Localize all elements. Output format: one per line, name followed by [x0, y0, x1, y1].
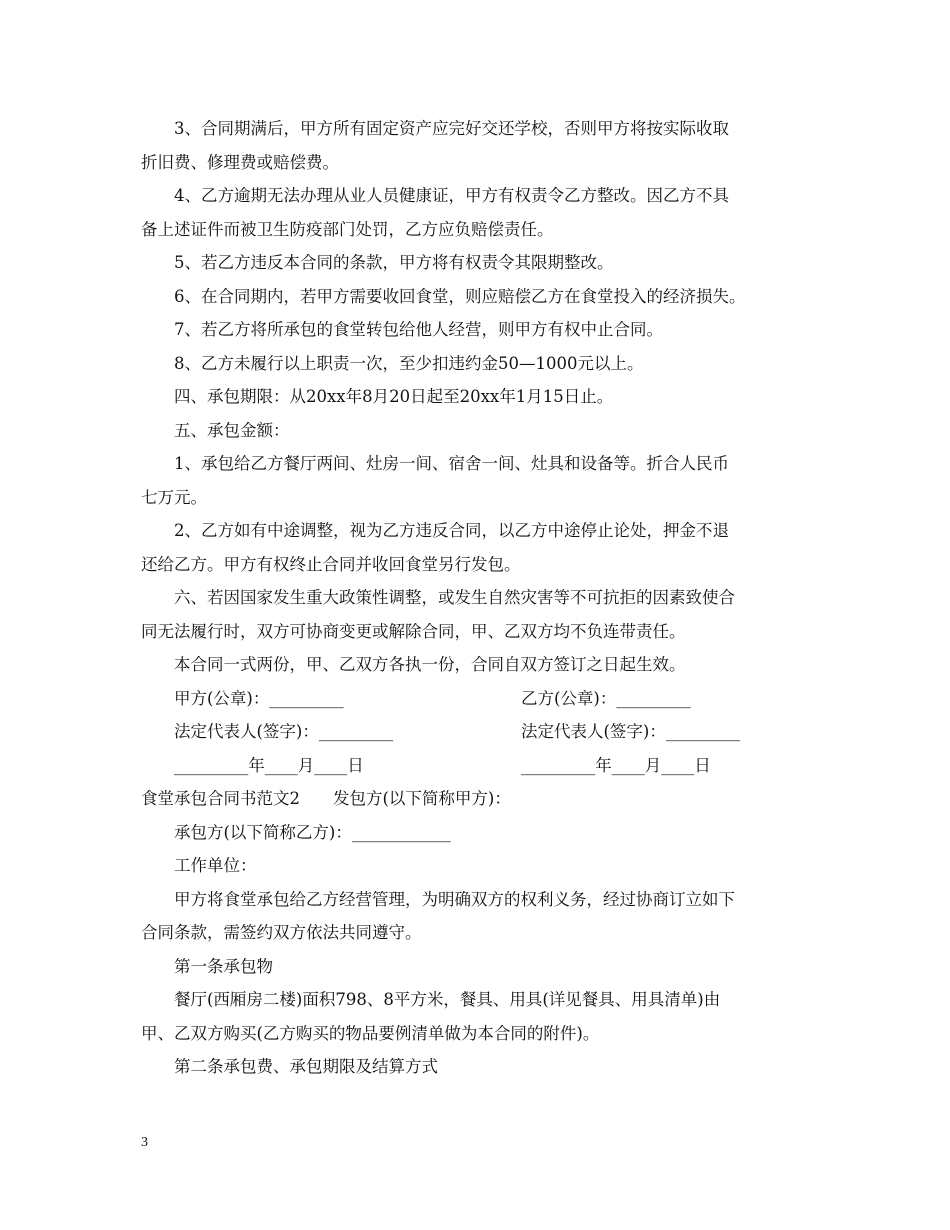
clause-1-line-2: 折旧费、修理费或赔偿费。: [141, 152, 339, 172]
clause-7-line-1: 四、承包期限：从20xx年8月20日起至20xx年1月15日止。: [174, 387, 614, 406]
party-a-representative: 法定代表人(签字)：_________: [174, 722, 394, 741]
representative-row: [141, 715, 811, 749]
clause-12-line-1: 本合同一式两份，甲、乙双方各执一份，合同自双方签订之日起生效。: [174, 655, 686, 674]
clause-3-line-1: 5、若乙方违反本合同的条款，甲方将有权责令其限期整改。: [174, 253, 614, 272]
work-unit-line: 工作单位：: [174, 856, 257, 875]
clause-2-line-2: 备上述证件而被卫生防疫部门处罚，乙方应负赔偿责任。: [141, 219, 554, 239]
clause-10-line-2: 还给乙方。甲方有权终止合同并收回食堂另行发包。: [141, 554, 521, 574]
clause-9-line-2: 七万元。: [141, 487, 207, 507]
party-b-date: _________年____月____日: [521, 755, 711, 775]
party-b-seal: 乙方(公章)：_________: [521, 688, 691, 708]
clause-9-line-1: 1、承包给乙方餐厅两间、灶房一间、宿舍一间、灶具和设备等。折合人民币: [174, 454, 729, 473]
party-a-seal: 甲方(公章)：_________: [174, 688, 344, 708]
seal-row: [141, 682, 811, 716]
document-body: [141, 112, 811, 1084]
party-b-representative: 法定代表人(签字)：_________: [521, 722, 741, 741]
article1-line-1: 餐厅(西厢房二楼)面积798、8平方米，餐具、用具(详见餐具、用具清单)由: [174, 990, 721, 1009]
page-number: 3: [141, 1135, 148, 1150]
clause-list: [141, 112, 811, 682]
clause-5-line-1: 7、若乙方将所承包的食堂转包给他人经营，则甲方有权中止合同。: [174, 320, 663, 339]
clause-1-line-1: 3、合同期满后，甲方所有固定资产应完好交还学校，否则甲方将按实际收取: [174, 119, 729, 138]
clause-4-line-1: 6、在合同期内，若甲方需要收回食堂，则应赔偿乙方在食堂投入的经济损失。: [174, 286, 746, 306]
clause-2-line-1: 4、乙方逾期无法办理从业人员健康证，甲方有权责令乙方整改。因乙方不具: [174, 186, 729, 205]
intro-line-1: 甲方将食堂承包给乙方经营管理，为明确双方的权利义务，经过协商订立如下: [174, 889, 735, 909]
contractor-line: 承包方(以下简称乙方)：____________: [174, 822, 451, 842]
intro-line-2: 合同条款，需签约双方依法共同遵守。: [141, 923, 422, 942]
clause-11-line-2: 同无法履行时，双方可协商变更或解除合同，甲、乙双方均不负连带责任。: [141, 621, 686, 641]
clause-10-line-1: 2、乙方如有中途调整，视为乙方违反合同，以乙方中途停止论处，押金不退: [174, 521, 729, 540]
clause-8-line-1: 五、承包金额：: [174, 420, 290, 440]
party-a-date: _________年____月____日: [174, 755, 364, 775]
clause-6-line-1: 8、乙方未履行以上职责一次，至少扣违约金50—1000元以上。: [174, 353, 644, 373]
section2-heading: 食堂承包合同书范文2 发包方(以下简称甲方)：: [141, 789, 511, 808]
article2-title: 第二条承包费、承包期限及结算方式: [174, 1057, 438, 1076]
date-row: [141, 749, 811, 783]
article1-title: 第一条承包物: [174, 956, 273, 976]
clause-11-line-1: 六、若因国家发生重大政策性调整，或发生自然灾害等不可抗拒的因素致使合: [174, 588, 735, 607]
article1-line-2: 甲、乙双方购买(乙方购买的物品要例清单做为本合同的附件)。: [141, 1023, 600, 1043]
